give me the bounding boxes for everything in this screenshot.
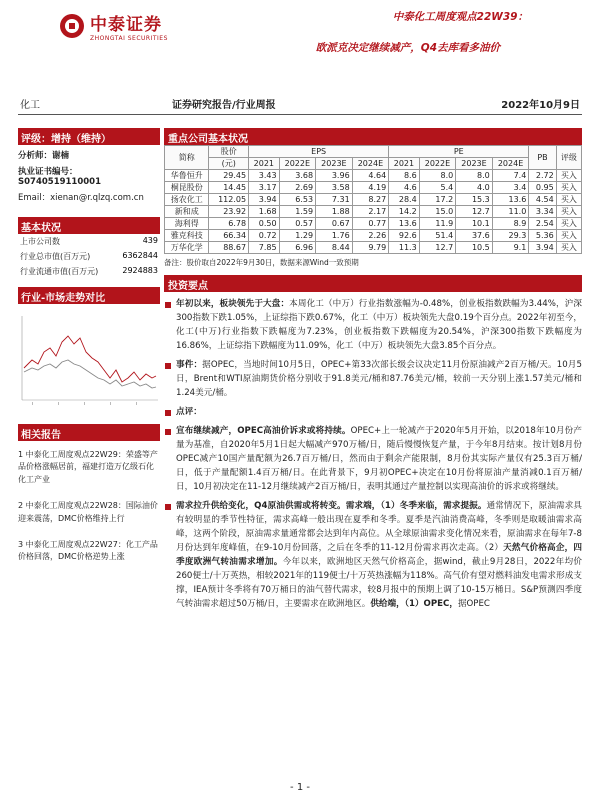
eps-cell: 7.31 — [316, 194, 353, 206]
bullet-heading: 点评： — [176, 407, 202, 417]
pe-cell: 11.3 — [389, 242, 419, 254]
email-link[interactable]: xienan@r.qlzq.com.cn — [50, 193, 144, 203]
bullet-heading: 事件： — [176, 360, 203, 370]
table-row — [165, 218, 582, 230]
pe-cell: 15.3 — [456, 194, 493, 206]
eps-cell: 1.29 — [279, 230, 316, 242]
pe-cell: 8.9 — [492, 218, 529, 230]
table-row — [165, 206, 582, 218]
pe-cell: 51.4 — [419, 230, 456, 242]
page-header — [0, 0, 600, 82]
eps-cell: 1.76 — [316, 230, 353, 242]
related-report-link[interactable]: 3 中泰化工周度观点22W27：化工产品价格回落，DMC价格逆势上涨 — [18, 539, 158, 562]
cert-number: S0740519110001 — [18, 177, 102, 187]
eps-cell: 6.96 — [279, 242, 316, 254]
rating-cell: 买入 — [556, 182, 581, 194]
divider — [18, 114, 582, 115]
basic-row — [18, 264, 160, 279]
bullet-heading: 需求拉升供给变化，Q4原油供需或将转变。需求端，（1）冬季来临，需求提振。 — [176, 501, 487, 511]
price-cell: 23.92 — [209, 206, 249, 218]
page-number: - 1 - — [290, 782, 310, 793]
eps-cell: 0.50 — [249, 218, 279, 230]
company-name: 扬农化工 — [165, 194, 209, 206]
key-companies-title: 重点公司基本状况 — [164, 128, 582, 145]
eps-cell: 9.79 — [352, 242, 389, 254]
table-row — [165, 170, 582, 182]
brand-name-en: ZHONGTAI SECURITIES — [90, 35, 168, 42]
col-name: 简称 — [165, 146, 209, 170]
pe-cell: 13.6 — [389, 218, 419, 230]
pb-cell: 3.34 — [529, 206, 556, 218]
basic-value: 6362844 — [122, 251, 158, 260]
pe-cell: 15.0 — [419, 206, 456, 218]
eps-cell: 7.85 — [249, 242, 279, 254]
price-cell: 88.67 — [209, 242, 249, 254]
eps-cell: 2.26 — [352, 230, 389, 242]
bullet-heading: 宣布继续减产，OPEC高油价诉求或将持续。 — [176, 426, 351, 436]
cert-label: 执业证书编号： — [18, 167, 78, 177]
col-year: 2024E — [352, 158, 389, 170]
pe-cell: 17.2 — [419, 194, 456, 206]
meta-row — [0, 96, 600, 110]
pe-cell: 7.4 — [492, 170, 529, 182]
investment-points-title: 投资要点 — [164, 275, 582, 292]
rating-cell: 买入 — [556, 170, 581, 182]
basic-label: 行业总市值(百万元) — [20, 252, 91, 261]
col-year: 2022E — [279, 158, 316, 170]
pe-cell: 8.0 — [456, 170, 493, 182]
analyst-label: 分析师： — [18, 151, 53, 161]
price-cell: 66.34 — [209, 230, 249, 242]
col-year: 2021 — [389, 158, 419, 170]
bullet-text: 本周化工（中万）行业指数涨幅为-0.48%，创业板指数跌幅为3.44%，沪深300指数下跌1.05%，上证综指下跌0.67%，化工（中万）板块领先大盘0.19个百分点。2022年初至今，化工(中万)行业指数下跌幅度为7.23%，创业板指数下跌幅度为20.54%，沪深300指数下跌幅度为16.86%，上证综指下跌幅度为11.09%，化工（中万）板块领先大盘3.85个百分点。 — [176, 299, 582, 351]
bullet-opec — [164, 424, 582, 494]
eps-cell: 8.44 — [316, 242, 353, 254]
company-name: 新和成 — [165, 206, 209, 218]
eps-cell: 1.68 — [249, 206, 279, 218]
table-row — [165, 194, 582, 206]
col-year: 2023E — [456, 158, 493, 170]
pe-cell: 13.6 — [492, 194, 529, 206]
main-content — [164, 128, 582, 611]
bullet-text: 通常情况下，原油需求具有较明显的季节性特征，需求高峰一般出现在夏季和冬季。夏季是汽油消费高峰，冬季则是取暖油需求高峰，这两个阶段，原油需求量通常都会达到年内高位。从全球原油需求变化情况来看，原油需求在每年7-8月份达到年度峰值，在9-10月份回落，之后在冬季的11-12月份需求再次走高。（2） — [176, 501, 582, 553]
col-rating: 评级 — [556, 146, 581, 170]
col-price: 股价 — [209, 146, 249, 158]
col-year: 2022E — [419, 158, 456, 170]
rating-badge: 评级：增持（维持） — [18, 128, 160, 145]
basic-value: 2924883 — [122, 266, 158, 275]
pb-cell: 3.94 — [529, 242, 556, 254]
key-companies-table — [164, 145, 582, 254]
company-name: 海利得 — [165, 218, 209, 230]
pe-cell: 12.7 — [419, 242, 456, 254]
rating-cell: 买入 — [556, 230, 581, 242]
related-report-link[interactable]: 2 中泰化工周度观点22W28：国际油价迎来震荡，DMC价格维持上行 — [18, 501, 158, 523]
basic-label: 行业流通市值(百万元) — [20, 267, 99, 276]
market-trend-chart — [18, 308, 160, 414]
related-reports-title: 相关报告 — [18, 424, 160, 441]
bullet-text: 据OPEC — [457, 599, 490, 609]
left-sidebar — [18, 128, 160, 564]
company-name: 华鲁恒升 — [165, 170, 209, 182]
eps-cell: 2.69 — [279, 182, 316, 194]
basic-row — [18, 234, 160, 249]
bullet-comment — [164, 405, 582, 419]
index-line — [24, 360, 156, 388]
pb-cell: 0.95 — [529, 182, 556, 194]
eps-cell: 4.19 — [352, 182, 389, 194]
bullet-text: 今年以来，欧洲地区天然气价格高企，据wind，截止9月28日，2022年均价260便士/十万英热，相较2021年的119便士/十万英热涨幅为118%。高气价有望对燃料油发电需求形成支撑，IEA预计冬季将有70万桶日的油气替代需求，较8月报中的预期上调了10-15万桶日。S&P预测四季度气转油需求超过50万桶/日，主要需求在欧洲地区。 — [176, 557, 582, 609]
pe-cell: 8.6 — [389, 170, 419, 182]
related-report-link[interactable]: 1 中泰化工周度观点22W29：荣盛等产品价格涨幅居前，福建打造万亿级石化化工产业 — [18, 450, 158, 484]
bullet-heading: 年初以来，板块领先于大盘： — [176, 299, 290, 309]
brand-logo-icon — [60, 14, 84, 38]
table-row — [165, 242, 582, 254]
basic-value: 439 — [142, 236, 158, 245]
analyst-name: 谢楠 — [52, 151, 70, 161]
pb-cell: 2.54 — [529, 218, 556, 230]
rating-cell: 买入 — [556, 242, 581, 254]
eps-cell: 6.53 — [279, 194, 316, 206]
eps-cell: 0.77 — [352, 218, 389, 230]
bullet-demand — [164, 499, 582, 611]
pe-cell: 37.6 — [456, 230, 493, 242]
pe-cell: 92.6 — [389, 230, 419, 242]
report-subtitle: 欧派克决定继续减产，Q4去库看多油价 — [315, 42, 500, 54]
price-cell: 29.45 — [209, 170, 249, 182]
pe-cell: 8.0 — [419, 170, 456, 182]
pe-cell: 5.4 — [419, 182, 456, 194]
pe-cell: 29.3 — [492, 230, 529, 242]
pe-cell: 10.1 — [456, 218, 493, 230]
bullet-market — [164, 297, 582, 353]
price-cell: 112.05 — [209, 194, 249, 206]
col-eps: EPS — [249, 146, 389, 158]
brand-name-cn: 中泰证券 — [90, 15, 162, 35]
pb-cell: 4.54 — [529, 194, 556, 206]
company-name: 桐昆股份 — [165, 182, 209, 194]
rating-cell: 买入 — [556, 206, 581, 218]
trend-title: 行业-市场走势对比 — [18, 287, 160, 304]
bullet-event — [164, 358, 582, 400]
eps-cell: 0.72 — [249, 230, 279, 242]
price-cell: 6.78 — [209, 218, 249, 230]
report-type: 证券研究报告/行业周报 — [172, 100, 276, 111]
table-row — [165, 230, 582, 242]
report-title: 中泰化工周度观点22W39： — [392, 11, 528, 23]
pb-cell: 2.72 — [529, 170, 556, 182]
eps-cell: 3.43 — [249, 170, 279, 182]
pe-cell: 14.2 — [389, 206, 419, 218]
rating-cell: 买入 — [556, 194, 581, 206]
pe-cell: 3.4 — [492, 182, 529, 194]
rating-cell: 买入 — [556, 218, 581, 230]
basic-label: 上市公司数 — [20, 237, 60, 246]
col-pe: PE — [389, 146, 529, 158]
price-cell: 14.45 — [209, 182, 249, 194]
company-name: 万华化学 — [165, 242, 209, 254]
table-row — [165, 182, 582, 194]
table-note: 备注：股价取自2022年9月30日，数据来源Wind一致预期 — [164, 258, 359, 267]
pe-cell: 9.1 — [492, 242, 529, 254]
company-name: 雅克科技 — [165, 230, 209, 242]
pe-cell: 28.4 — [389, 194, 419, 206]
trend-chart-svg — [18, 308, 160, 414]
col-pb: PB — [529, 146, 556, 170]
col-price-unit: (元) — [209, 158, 249, 170]
industry-label: 化工 — [20, 100, 40, 111]
col-year: 2023E — [316, 158, 353, 170]
basic-status-title: 基本状况 — [18, 217, 160, 234]
chart-x-ticks — [32, 402, 137, 405]
eps-cell: 4.64 — [352, 170, 389, 182]
eps-cell: 3.94 — [249, 194, 279, 206]
eps-cell: 1.59 — [279, 206, 316, 218]
col-year: 2024E — [492, 158, 529, 170]
eps-cell: 0.57 — [279, 218, 316, 230]
cert-row — [18, 165, 160, 187]
col-year: 2021 — [249, 158, 279, 170]
eps-cell: 2.17 — [352, 206, 389, 218]
pe-cell: 4.0 — [456, 182, 493, 194]
industry-line — [24, 336, 156, 382]
email-label: Email： — [18, 193, 51, 203]
eps-cell: 8.27 — [352, 194, 389, 206]
pe-cell: 10.5 — [456, 242, 493, 254]
bullet-subheading: 供给端，（1）OPEC， — [370, 599, 458, 609]
bullet-text: 据OPEC，当地时间10月5日，OPEC+第33次部长级会议决定11月份原油减产2百万桶/天。10月5日，Brent和WTI原油期货价格分别收于91.8美元/桶和87.76美元/桶，较前一天分别上涨1.57美元/桶和1.24美元/桶。 — [176, 360, 582, 398]
brand-logo — [60, 10, 168, 42]
eps-cell: 3.58 — [316, 182, 353, 194]
report-date: 2022年10月9日 — [501, 100, 580, 111]
email-row — [18, 191, 160, 203]
pe-cell: 11.9 — [419, 218, 456, 230]
eps-cell: 3.17 — [249, 182, 279, 194]
eps-cell: 0.67 — [316, 218, 353, 230]
pe-cell: 12.7 — [456, 206, 493, 218]
bullet-text: OPEC+上一轮减产于2020年5月开始，以2018年10月份产量为基准，自2020年5月1日起大幅减产970万桶/日，随后慢慢恢复产量，于今年8月结束。按计划8月份OPEC减产10国产量配额为26.7百万桶/日，然而由于剩余产能限制，8月份其实际产量仅有25.3百万桶/日，低于产量配额1.4百万桶/日。在此背景下，9月初OPEC+决定在10月份将原油产量消减0.1百万桶/日，10月初决定在11-12月继续减产2百万桶/日，表明其通过产量控制以实现高油价的诉求或将继续。 — [176, 426, 582, 492]
pe-cell: 4.6 — [389, 182, 419, 194]
eps-cell: 1.88 — [316, 206, 353, 218]
pb-cell: 5.36 — [529, 230, 556, 242]
bullet-subheading: 天然气价格高企，四季度欧洲气转油需求增加。 — [176, 543, 582, 567]
basic-row — [18, 249, 160, 264]
eps-cell: 3.68 — [279, 170, 316, 182]
pe-cell: 11.0 — [492, 206, 529, 218]
analyst-row — [18, 149, 160, 161]
eps-cell: 3.96 — [316, 170, 353, 182]
